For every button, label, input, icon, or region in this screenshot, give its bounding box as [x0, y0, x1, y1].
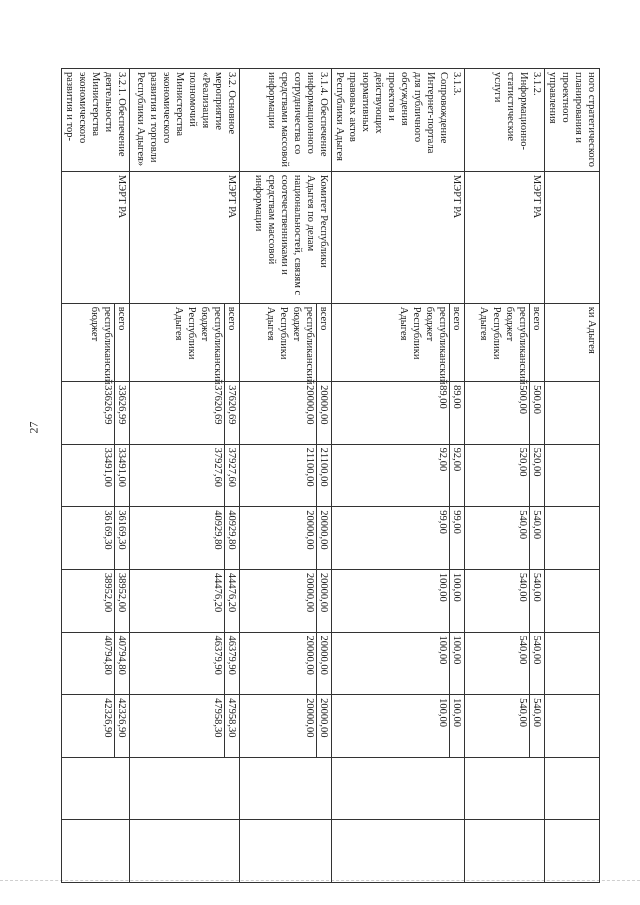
- value-total: 100,00: [451, 635, 462, 665]
- value-cell: [130, 382, 240, 445]
- value-cell: [465, 632, 545, 695]
- value-cell: [545, 569, 600, 632]
- value-cell: [62, 444, 130, 507]
- funding-source-cell: [465, 303, 545, 385]
- executor-cell: МЭРТ РА: [62, 171, 130, 303]
- funding-source-cell: [130, 303, 240, 385]
- value-cell: [545, 444, 600, 507]
- value-budget: 89,00: [436, 382, 450, 444]
- value-budget: 540,00: [516, 570, 530, 632]
- funding-source-cell: [332, 303, 465, 385]
- value-budget: 40794,80: [101, 633, 115, 695]
- funding-source-cell: [240, 303, 332, 385]
- value-cell: [465, 507, 545, 570]
- value-budget: 100,00: [436, 570, 450, 632]
- value-cell: [465, 444, 545, 507]
- value-total: 540,00: [531, 635, 542, 665]
- value-total: 46379,90: [226, 635, 237, 675]
- value-cell: [545, 695, 600, 758]
- measure-name-cell: 3.1.4. Обеспечение информационного сотрудничества со средствами массовой информации: [240, 69, 332, 172]
- value-cell: [240, 820, 332, 883]
- value-budget: 92,00: [436, 445, 450, 507]
- table-row: [130, 69, 240, 883]
- value-cell: [545, 632, 600, 695]
- value-total: 21100,00: [318, 447, 329, 487]
- value-total: 89,00: [451, 385, 462, 409]
- value-cell: [332, 632, 465, 695]
- funding-source: всего: [531, 306, 542, 331]
- funding-source-cell: [545, 303, 600, 381]
- funding-source: ки Адыгея: [586, 306, 597, 354]
- value-budget: 520,00: [516, 445, 530, 507]
- value-total: 40929,80: [226, 510, 237, 550]
- table-row: [62, 69, 130, 883]
- value-total: 20000,00: [318, 572, 329, 613]
- value-cell: [130, 569, 240, 632]
- value-total: 47958,30: [226, 698, 237, 738]
- value-total: 33626,99: [116, 385, 127, 425]
- value-budget: 40929,80: [211, 507, 225, 569]
- value-total: 500,00: [531, 385, 542, 414]
- value-total: 100,00: [451, 698, 462, 727]
- value-budget: 99,00: [436, 507, 450, 569]
- value-budget: 540,00: [516, 507, 530, 569]
- funding-source: республиканский бюджет: [88, 304, 115, 381]
- value-cell: [465, 569, 545, 632]
- rotated-table-container: [64, 68, 600, 883]
- measure-name-cell: 3.2.1. Обеспечение деятельности Министерства экономического развития и тор-: [62, 69, 130, 172]
- value-total: 540,00: [531, 698, 542, 727]
- value-cell: [130, 444, 240, 507]
- value-total: 44476,20: [226, 572, 237, 613]
- funding-source: всего: [116, 306, 127, 331]
- value-total: 520,00: [531, 447, 542, 477]
- value-budget: 20000,00: [303, 382, 317, 444]
- value-cell: [545, 757, 600, 820]
- value-total: 540,00: [531, 510, 542, 540]
- table-row: [545, 69, 600, 883]
- value-budget: 46379,90: [211, 633, 225, 695]
- funding-source: всего: [318, 306, 329, 331]
- value-budget: 540,00: [516, 633, 530, 695]
- value-cell: [130, 757, 240, 820]
- value-total: 36169,30: [116, 510, 127, 550]
- value-total: 540,00: [531, 572, 542, 602]
- table-row: [240, 69, 332, 883]
- value-cell: [465, 757, 545, 820]
- table-row: [332, 69, 465, 883]
- value-budget: 37927,60: [211, 445, 225, 507]
- value-total: 20000,00: [318, 510, 329, 550]
- value-cell: [465, 820, 545, 883]
- value-cell: [332, 757, 465, 820]
- value-total: 33491,00: [116, 447, 127, 488]
- value-total: 99,00: [451, 510, 462, 534]
- executor-cell: [545, 171, 600, 303]
- value-total: 100,00: [451, 572, 462, 602]
- value-cell: [62, 382, 130, 445]
- funding-source-cell: [62, 303, 130, 385]
- value-budget: 33491,00: [101, 445, 115, 507]
- value-cell: [62, 632, 130, 695]
- value-budget: 42326,90: [101, 695, 115, 757]
- executor-cell: МЭРТ РА: [130, 171, 240, 303]
- value-budget: 500,00: [516, 382, 530, 444]
- measure-name-cell: 3.1.3. Сопровождение Интернет-портала для публичного обсуждения проектов и действующих нормативных правовых актов Республики Адыгея: [332, 69, 465, 172]
- value-budget: 100,00: [436, 633, 450, 695]
- value-budget: 21100,00: [303, 445, 317, 507]
- value-cell: [240, 569, 332, 632]
- value-cell: [545, 820, 600, 883]
- value-cell: [332, 382, 465, 445]
- value-total: 20000,00: [318, 385, 329, 425]
- value-cell: [240, 695, 332, 758]
- executor-cell: Комитет Республики Адыгея по делам национальностей, связям с соотечественниками и средствам массовой информации: [240, 171, 332, 303]
- value-budget: 20000,00: [303, 633, 317, 695]
- value-budget: 37620,69: [211, 382, 225, 444]
- funding-source: всего: [226, 306, 237, 331]
- executor-cell: МЭРТ РА: [332, 171, 465, 303]
- value-total: 42326,90: [116, 698, 127, 738]
- value-cell: [240, 632, 332, 695]
- value-budget: 100,00: [436, 695, 450, 757]
- value-budget: 33626,99: [101, 382, 115, 444]
- value-cell: [62, 757, 130, 820]
- measure-name-cell: ного стратегического планирования и проектного управления: [545, 69, 600, 172]
- value-budget: 44476,20: [211, 570, 225, 632]
- value-budget: 36169,30: [101, 507, 115, 569]
- value-cell: [130, 820, 240, 883]
- budget-table: [61, 68, 600, 883]
- measure-name-cell: 3.1.2. Информационно-статистические услуги: [465, 69, 545, 172]
- value-cell: [545, 382, 600, 445]
- value-total: 20000,00: [318, 635, 329, 675]
- value-budget: 20000,00: [303, 695, 317, 757]
- value-cell: [545, 507, 600, 570]
- value-cell: [332, 695, 465, 758]
- value-budget: 38952,00: [101, 570, 115, 632]
- value-total: 37927,60: [226, 447, 237, 488]
- funding-source: республиканский бюджет Республики Адыгея: [264, 304, 317, 381]
- value-cell: [62, 695, 130, 758]
- value-cell: [332, 507, 465, 570]
- value-cell: [332, 569, 465, 632]
- funding-source: республиканский бюджет Республики Адыгея: [397, 304, 450, 381]
- funding-source: республиканский бюджет Республики Адыгея: [172, 304, 225, 381]
- value-total: 20000,00: [318, 698, 329, 738]
- page-number: 27: [26, 421, 41, 434]
- value-total: 92,00: [451, 447, 462, 472]
- value-cell: [240, 444, 332, 507]
- funding-source: всего: [451, 306, 462, 331]
- value-cell: [240, 757, 332, 820]
- value-cell: [62, 507, 130, 570]
- value-cell: [130, 695, 240, 758]
- funding-source: республиканский бюджет Республики Адыгея: [477, 304, 530, 381]
- value-total: 37620,69: [226, 385, 237, 425]
- measure-name-cell: 3.2. Основное мероприятие «Реализация полномочий Министерства экономического развития и торговли Республики Адыгея»: [130, 69, 240, 172]
- value-budget: 540,00: [516, 695, 530, 757]
- value-cell: [130, 507, 240, 570]
- value-cell: [240, 507, 332, 570]
- value-budget: 47958,30: [211, 695, 225, 757]
- value-budget: 20000,00: [303, 570, 317, 632]
- executor-cell: МЭРТ РА: [465, 171, 545, 303]
- value-cell: [332, 444, 465, 507]
- value-cell: [130, 632, 240, 695]
- value-budget: 20000,00: [303, 507, 317, 569]
- table-row: [465, 69, 545, 883]
- value-total: 38952,00: [116, 572, 127, 613]
- value-cell: [332, 820, 465, 883]
- value-cell: [62, 569, 130, 632]
- value-total: 40794,80: [116, 635, 127, 675]
- value-cell: [465, 695, 545, 758]
- value-cell: [240, 382, 332, 445]
- value-cell: [62, 820, 130, 883]
- table-body: [62, 69, 600, 883]
- value-cell: [465, 382, 545, 445]
